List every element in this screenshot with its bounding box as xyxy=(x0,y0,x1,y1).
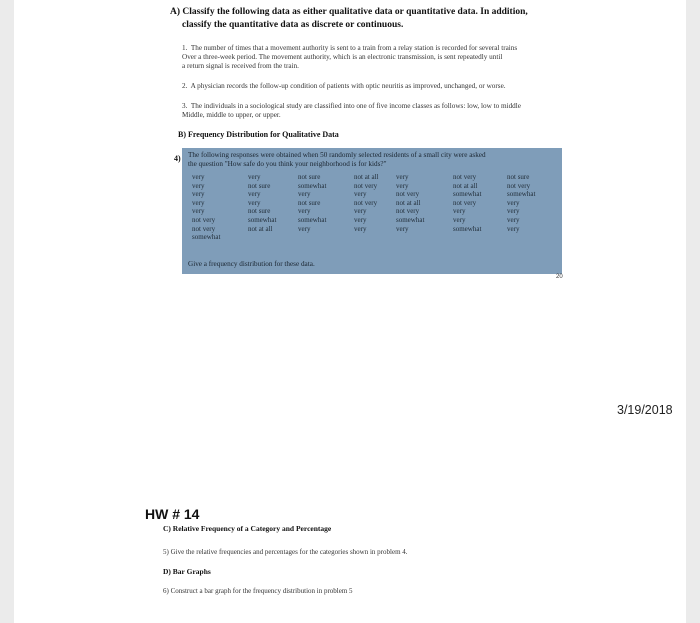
response-cell: somewhat xyxy=(298,216,327,224)
response-cell: very xyxy=(507,198,520,207)
response-cell: very xyxy=(396,224,409,233)
response-cell: not at all xyxy=(396,198,421,207)
response-cell: very xyxy=(192,173,205,181)
slide-page-10 xyxy=(14,0,686,388)
response-cell: very xyxy=(354,190,367,199)
response-cell: very xyxy=(192,198,205,207)
response-cell: somewhat xyxy=(248,216,277,224)
item-number: 1. xyxy=(182,44,188,52)
response-cell: very xyxy=(248,190,261,199)
item-line: A physician records the follow-up condition of patients with optic neuritis as improved, unchanged, or worse. xyxy=(190,82,506,90)
response-cell: very xyxy=(396,181,409,190)
item-6: 6) Construct a bar graph for the frequency distribution in problem 5 xyxy=(163,587,353,595)
item-5: 5) Give the relative frequencies and percentages for the categories shown in problem 4. xyxy=(163,548,408,556)
section-a-title: A) Classify the following data as either qualitative data or quantitative data. In addition, xyxy=(170,7,528,17)
problem-number: 4) xyxy=(174,154,181,163)
response-cell: not very xyxy=(453,173,477,181)
hw-title: HW # 14 xyxy=(145,506,200,522)
response-cell: very xyxy=(453,216,466,224)
response-cell: very xyxy=(192,190,205,199)
response-cell: not very xyxy=(354,181,378,190)
problem-text xyxy=(188,151,560,169)
response-cell: not at all xyxy=(354,173,379,181)
response-cell: very xyxy=(507,216,520,224)
response-cell: somewhat xyxy=(453,224,482,233)
problem-text-line: The following responses were obtained when 50 randomly selected residents of a small city were asked xyxy=(188,151,486,159)
response-cell: very xyxy=(192,181,205,190)
corner-mark: 20 xyxy=(556,274,563,280)
response-cell: not very xyxy=(396,207,420,216)
problem-instruction: Give a frequency distribution for these data. xyxy=(188,260,315,268)
item-2 xyxy=(182,82,582,91)
response-cell: very xyxy=(354,207,367,216)
response-cell: not sure xyxy=(248,207,271,216)
response-cell: somewhat xyxy=(396,216,425,224)
item-number: 3. xyxy=(182,102,188,110)
response-cell: not sure xyxy=(298,173,321,181)
item-1 xyxy=(182,44,582,71)
item-number: 2. xyxy=(182,82,188,90)
response-cell: somewhat xyxy=(192,233,221,242)
slide-date: 3/19/2018 xyxy=(617,403,673,417)
section-d-title: D) Bar Graphs xyxy=(163,567,211,576)
response-cell: not sure xyxy=(507,173,530,181)
item-3 xyxy=(182,102,582,120)
response-cell: somewhat xyxy=(298,181,327,190)
section-c-title: C) Relative Frequency of a Category and Percentage xyxy=(163,524,332,533)
response-cell: very xyxy=(507,207,520,216)
response-cell: not at all xyxy=(248,224,273,233)
item-line: a return signal is received from the train. xyxy=(182,62,299,70)
response-cell: very xyxy=(354,216,367,224)
problem-text-line: the question "How safe do you think your neighborhood is for kids?" xyxy=(188,160,387,168)
response-cell: not very xyxy=(396,190,420,199)
problem-4-box xyxy=(182,148,562,274)
response-cell: somewhat xyxy=(453,190,482,199)
response-cell: not very xyxy=(507,181,531,190)
response-cell: not very xyxy=(192,224,216,233)
response-cell: very xyxy=(298,207,311,216)
response-cell: very xyxy=(354,224,367,233)
response-cell: not very xyxy=(354,198,378,207)
item-line: Middle, middle to upper, or upper. xyxy=(182,111,281,119)
section-a-title-line2: classify the quantitative data as discrete or continuous. xyxy=(182,20,404,30)
response-cell: very xyxy=(192,207,205,216)
response-cell: not at all xyxy=(453,181,478,190)
response-cell: very xyxy=(453,207,466,216)
response-cell: not very xyxy=(453,198,477,207)
section-b-title: B) Frequency Distribution for Qualitative Data xyxy=(178,130,339,139)
response-cell: very xyxy=(298,190,311,199)
slide-hw-14 xyxy=(14,367,686,623)
item-line: Over a three-week period. The movement authority, which is an electronic transmission, is sent repeatedly until xyxy=(182,53,503,61)
item-line: The number of times that a movement authority is sent to a train from a relay station is recorded for several trains xyxy=(190,44,518,52)
response-cell: somewhat xyxy=(507,190,536,199)
response-cell: very xyxy=(298,224,311,233)
response-cell: not sure xyxy=(248,181,271,190)
response-cell: very xyxy=(248,173,261,181)
response-cell: not sure xyxy=(298,198,321,207)
response-cell: very xyxy=(396,173,409,181)
response-cell: very xyxy=(507,224,520,233)
response-cell: very xyxy=(248,198,261,207)
response-cell: not very xyxy=(192,216,216,224)
item-line: The individuals in a sociological study are classified into one of five income classes as follows: low, low to middle xyxy=(190,102,521,110)
